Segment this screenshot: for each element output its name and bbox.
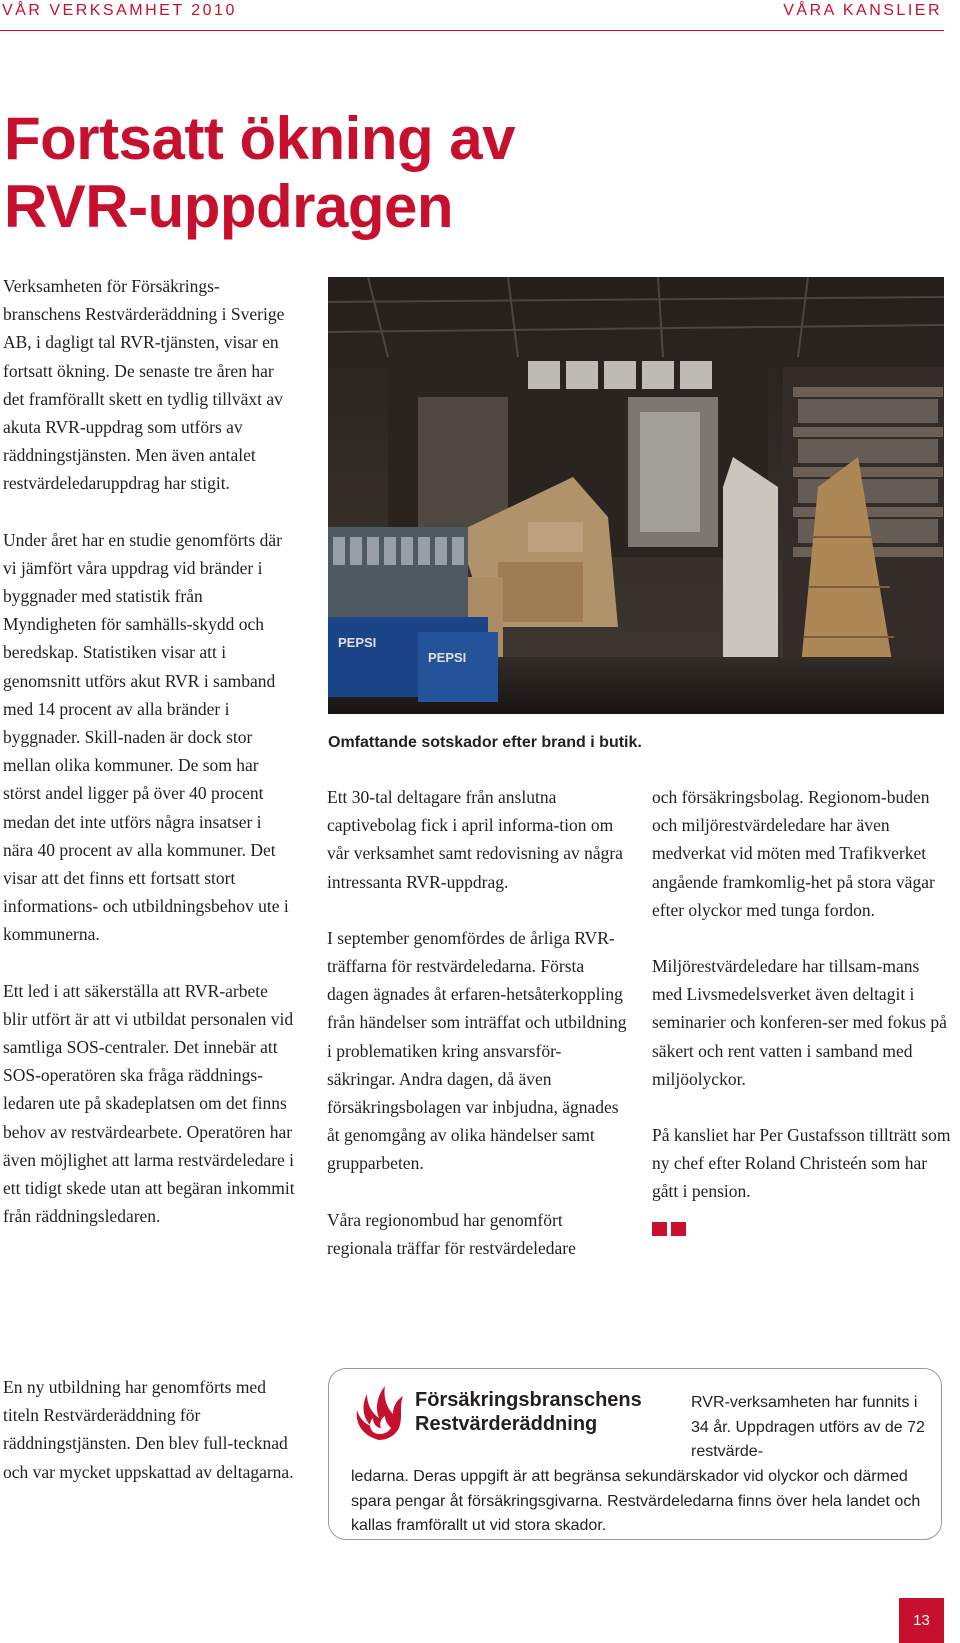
article-title [4, 105, 704, 241]
end-of-article-mark [652, 1216, 690, 1244]
paragraph: och försäkringsbolag. Regionom-buden och miljörestvärdeledare har även medverkat vid möten med Trafikverket angående framkomlig-het på stora vägar efter olyckor med tunga fordon. [652, 787, 935, 920]
fire-damage-photo [328, 277, 944, 714]
pack-label: PEPSI [428, 650, 467, 665]
phoenix-logo-icon [349, 1384, 409, 1447]
running-header-left: VÅR VERKSAMHET 2010 [2, 2, 237, 19]
article-column-1-continued [3, 1373, 295, 1514]
paragraph: Miljörestvärdeledare har tillsam-mans med Livsmedelsverket även deltagit i seminarier och konferen-ser med fokus på säkert och rent vatten i samband med miljöolyckor. [652, 956, 947, 1089]
paragraph: Under året har en studie genomförts där vi jämfört våra uppdrag vid bränder i byggnader med statistik från Myndigheten för samhälls-skydd och beredskap. Statistiken visar att i genomsnitt utförs akut RVR i samband med 14 procent av alla bränder i byggnader. Skill-naden är dock stor mellan olika kommuner. De som har störst andel ligger på över 40 procent medan det inte utförs några insatser i nära 40 procent av alla kommuner. Det visar att det finns ett fortsatt stort informations- och utbildningsbehov ute i kommunerna. [3, 529, 289, 945]
paragraph: I september genomfördes de årliga RVR-träffarna för restvärdeledarna. Första dagen ägnades åt erfaren-hetsåterkoppling från händelser som inträffat och utbildning i problematiken kring ansvarsför-säkringar. Andra dagen, då även försäkringsbolagen var inbjudna, ägnades åt genomgång av olika händelser samt grupparbeten. [327, 927, 627, 1174]
paragraph: Ett led i att säkerställa att RVR-arbete blir utfört är att vi utbildat personalen vid samtliga SOS-centraler. Det innebär att SOS-operatören ska fråga räddnings-ledaren ute på skadeplatsen om det finns behov av restvärdearbete. Operatören har även möjlighet att larma restvärdeledare i ett tidigt skede utan att begäran inkommit från räddningsledaren. [3, 980, 295, 1227]
header-rule [0, 30, 944, 31]
running-header-right: VÅRA KANSLIER [783, 2, 942, 19]
org-name-line1: Försäkringsbranschens [415, 1389, 642, 1411]
paragraph: En ny utbildning har genomförts med titeln Restvärderäddning för räddningstjänsten. Den blev full-tecknad och var mycket uppskattad av deltagarna. [3, 1377, 294, 1482]
info-box-text-bottom: ledarna. Deras uppgift är att begränsa sekundärskador vid olyckor och därmed spara pengar åt försäkringsgivarna. Restvärdeledarna finns över hela landet och kallas framförallt ut vid stora skador. [351, 1468, 921, 1534]
info-box [328, 1368, 942, 1540]
article-title-line1: Fortsatt ökning av [4, 105, 516, 172]
paragraph: Verksamheten för Försäkrings-branschens Restvärderäddning i Sverige AB, i dagligt tal RVR-tjänsten, visar en fortsatt ökning. De senaste tre åren har det framförallt skett en tydlig tillväxt av akuta RVR-uppdrag som utförs av räddningstjänsten. Men även antalet restvärdeledaruppdrag har stigit. [3, 276, 285, 494]
page-number: 13 [899, 1598, 944, 1643]
article-column-3 [652, 783, 952, 1244]
photo-caption: Omfattande sotskador efter brand i butik. [328, 734, 642, 751]
paragraph: Ett 30-tal deltagare från anslutna captivebolag fick i april informa-tion om vår verksamhet samt redovisning av några intressanta RVR-uppdrag. [327, 787, 623, 892]
article-column-1 [3, 272, 295, 1259]
article-title-line2: RVR-uppdragen [4, 173, 454, 240]
org-name-line2: Restvärderäddning [415, 1413, 598, 1435]
info-box-text-top: RVR-verksamheten har funnits i 34 år. Uppdragen utförs av de 72 restvärde- [691, 1394, 925, 1460]
article-column-2 [327, 783, 627, 1290]
paragraph: På kansliet har Per Gustafsson tillträtt som ny chef efter Roland Christeén som har gått i pension. [652, 1125, 951, 1202]
pack-label: PEPSI [338, 635, 377, 650]
paragraph: Våra regionombud har genomfört regionala träffar för restvärdeledare [327, 1209, 576, 1258]
